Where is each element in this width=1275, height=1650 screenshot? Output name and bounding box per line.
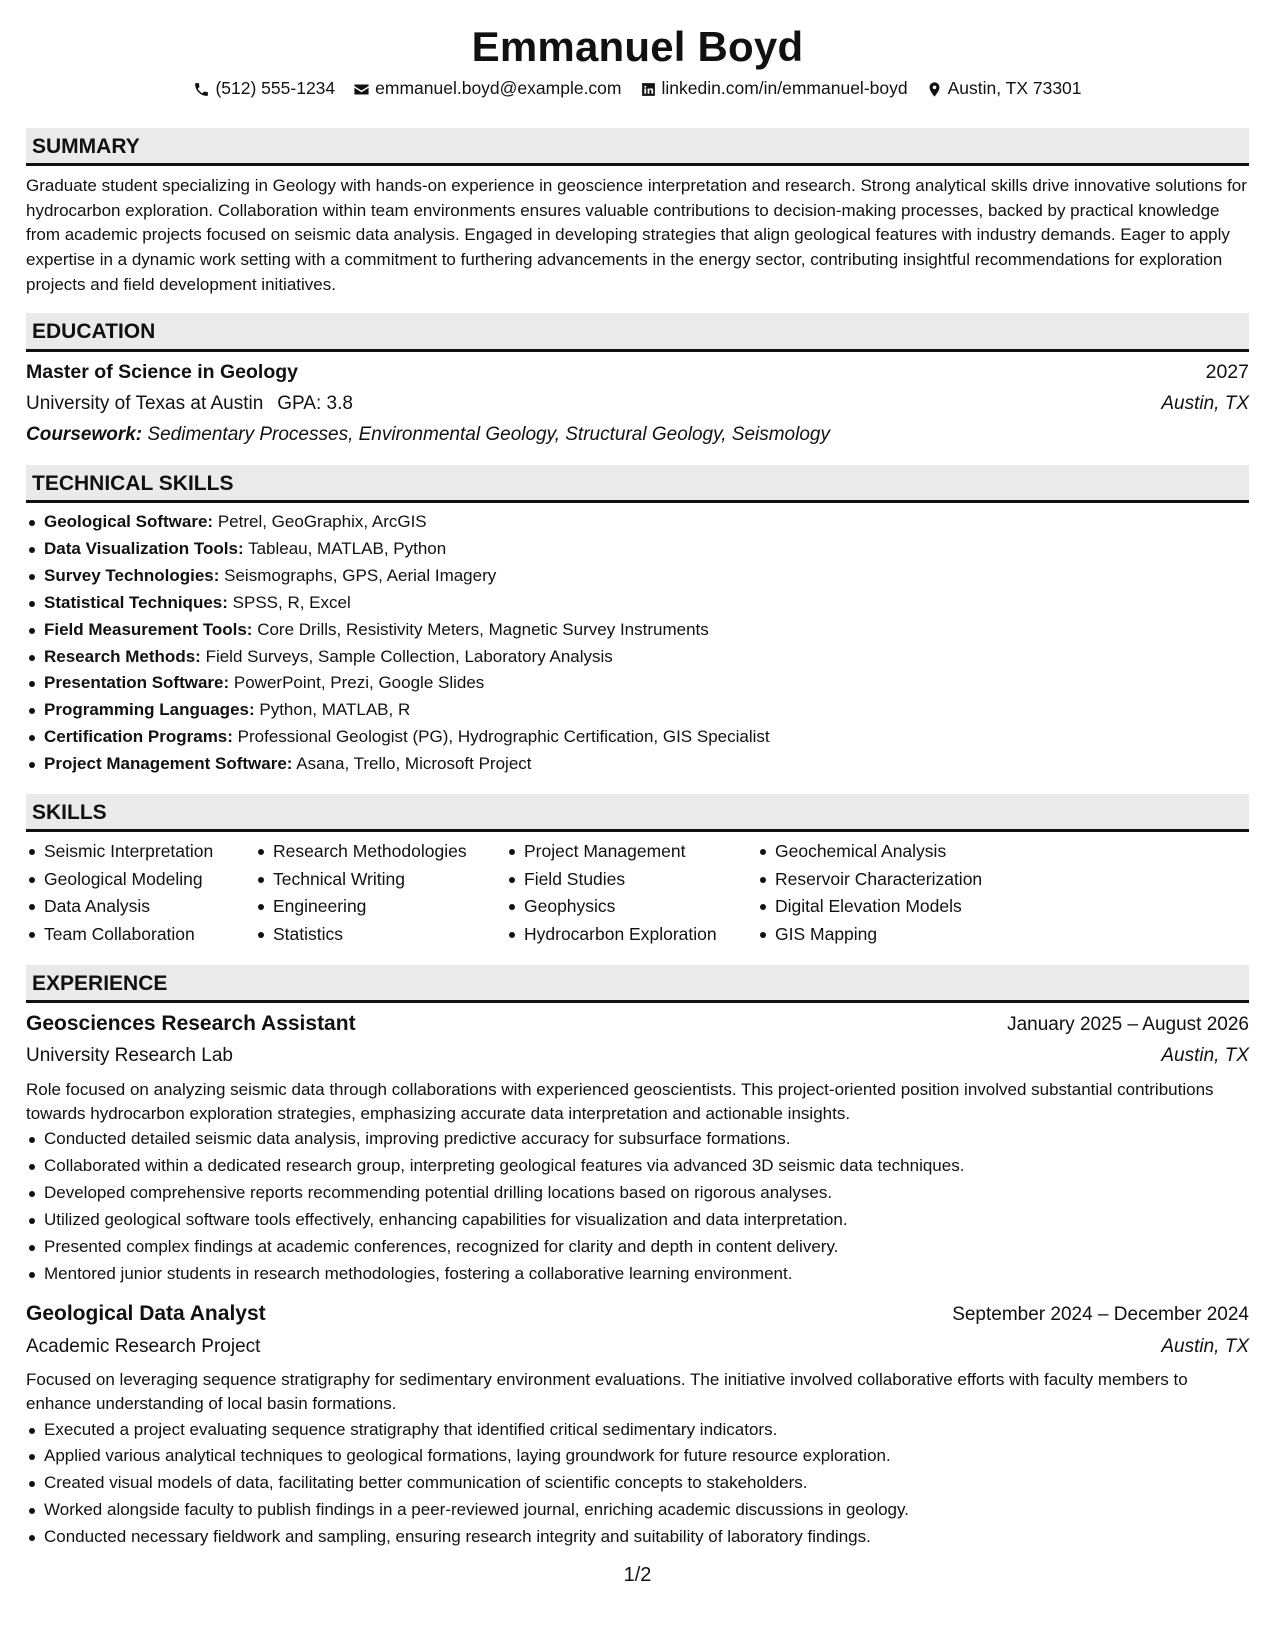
list-item: Mentored junior students in research methodologies, fostering a collaborative learning environment. — [26, 1261, 1249, 1288]
list-item: Geophysics — [506, 893, 757, 921]
job-title-row — [26, 1299, 1249, 1329]
list-item: Executed a project evaluating sequence stratigraphy that identified critical sedimentary indicators. — [26, 1417, 1249, 1444]
coursework-list: Sedimentary Processes, Environmental Geology, Structural Geology, Seismology — [147, 424, 830, 446]
summary-text: Graduate student specializing in Geology with hands-on experience in geoscience interpretation and research. Strong analytical skills drive innovative solutions for hydrocarbon exploration. Collaboration within team environments ensures valuable contributions to decision-making processes, backed by practical knowledge from academic projects focused on seismic data analysis. Engaged in developing strategies that align geological features with industry demands. Eager to apply expertise in a dynamic work setting with a commitment to furthering advancements in the energy sector, contributing insightful recommendations for exploration projects and field development initiatives. — [26, 176, 1247, 294]
list-item: Team Collaboration — [26, 921, 255, 949]
skill-values: Tableau, MATLAB, Python — [248, 539, 447, 559]
list-item — [26, 697, 1249, 724]
job-organization: Academic Research Project — [26, 1335, 261, 1357]
list-item: Field Studies — [506, 866, 757, 894]
contact-bar — [26, 76, 1249, 101]
job-org-row — [26, 1333, 1249, 1361]
skill-values: Python, MATLAB, R — [259, 700, 411, 720]
list-item — [26, 751, 1249, 778]
skills-column-2 — [255, 838, 506, 949]
skill-values: Petrel, GeoGraphix, ArcGIS — [217, 512, 427, 532]
list-item — [26, 617, 1249, 644]
list-item: Presented complex findings at academic conferences, recognized for clarity and depth in content delivery. — [26, 1234, 1249, 1261]
list-item — [26, 509, 1249, 536]
list-item — [26, 536, 1249, 563]
list-item: Applied various analytical techniques to geological formations, laying groundwork for future resource exploration. — [26, 1443, 1249, 1470]
technical-skills-list — [26, 509, 1249, 778]
phone-text: (512) 555-1234 — [215, 78, 336, 99]
list-item: Reservoir Characterization — [757, 866, 1017, 894]
contact-phone — [193, 76, 335, 101]
skill-values: Field Surveys, Sample Collection, Laboratory Analysis — [205, 646, 613, 666]
skill-values: PowerPoint, Prezi, Google Slides — [233, 673, 485, 693]
experience-heading: EXPERIENCE — [26, 965, 1249, 1003]
list-item: Hydrocarbon Exploration — [506, 921, 757, 949]
list-item: Geochemical Analysis — [757, 838, 1017, 866]
skill-values: Professional Geologist (PG), Hydrographic Certification, GIS Specialist — [237, 727, 770, 747]
list-item: Engineering — [255, 893, 506, 921]
list-item: Research Methodologies — [255, 838, 506, 866]
list-item: Digital Elevation Models — [757, 893, 1017, 921]
map-marker-icon — [926, 81, 943, 98]
skills-column-3 — [506, 838, 757, 949]
skill-values: Core Drills, Resistivity Meters, Magnetic Survey Instruments — [257, 619, 709, 639]
list-item: Utilized geological software tools effectively, enhancing capabilities for visualization and data interpretation. — [26, 1207, 1249, 1234]
technical-skills-heading: TECHNICAL SKILLS — [26, 465, 1249, 503]
linkedin-link[interactable]: linkedin.com/in/emmanuel-boyd — [661, 78, 908, 99]
list-item: Technical Writing — [255, 866, 506, 894]
location-text: Austin, TX 73301 — [947, 78, 1082, 99]
job-dates: January 2025 – August 2026 — [1007, 1013, 1249, 1035]
linkedin-icon — [640, 81, 657, 98]
skill-category: Geological Software: — [44, 512, 214, 532]
gpa-text: GPA: 3.8 — [277, 392, 353, 414]
envelope-icon — [353, 81, 370, 98]
contact-email[interactable] — [353, 76, 621, 101]
email-link[interactable]: emmanuel.boyd@example.com — [375, 78, 622, 99]
skills-column-4 — [757, 838, 1017, 949]
list-item: Created visual models of data, facilitating better communication of scientific concepts to stakeholders. — [26, 1470, 1249, 1497]
job-organization: University Research Lab — [26, 1045, 233, 1067]
list-item: Conducted necessary fieldwork and sampling, ensuring research integrity and suitability of laboratory findings. — [26, 1524, 1249, 1551]
list-item — [26, 590, 1249, 617]
job-title-row — [26, 1009, 1249, 1039]
summary-heading: SUMMARY — [26, 128, 1249, 166]
job-org-row — [26, 1042, 1249, 1070]
skill-category: Presentation Software: — [44, 673, 230, 693]
contact-location — [926, 76, 1082, 101]
job-bullets — [26, 1417, 1249, 1551]
education-degree-row — [26, 358, 1249, 386]
skills-column-1 — [26, 838, 255, 949]
skill-category: Project Management Software: — [44, 753, 293, 773]
skill-category: Data Visualization Tools: — [44, 539, 244, 559]
list-item — [26, 563, 1249, 590]
graduation-year: 2027 — [1205, 360, 1249, 383]
list-item — [26, 724, 1249, 751]
school-location: Austin, TX — [1161, 392, 1249, 414]
skill-values: SPSS, R, Excel — [232, 592, 351, 612]
job-location: Austin, TX — [1161, 1335, 1249, 1357]
candidate-name: Emmanuel Boyd — [471, 23, 804, 70]
list-item: Geological Modeling — [26, 866, 255, 894]
technical-skills-section — [26, 509, 1249, 778]
list-item: Worked alongside faculty to publish findings in a peer-reviewed journal, enriching academic discussions in geology. — [26, 1497, 1249, 1524]
job-dates: September 2024 – December 2024 — [952, 1304, 1249, 1326]
skill-values: Asana, Trello, Microsoft Project — [296, 753, 532, 773]
coursework-label: Coursework: — [26, 424, 143, 446]
skill-category: Programming Languages: — [44, 700, 255, 720]
list-item: GIS Mapping — [757, 921, 1017, 949]
degree-title: Master of Science in Geology — [26, 360, 298, 383]
skill-category: Certification Programs: — [44, 727, 233, 747]
skill-values: Seismographs, GPS, Aerial Imagery — [224, 565, 497, 585]
job-bullets — [26, 1126, 1249, 1287]
school-info — [26, 390, 353, 418]
skill-category: Statistical Techniques: — [44, 592, 228, 612]
list-item — [26, 644, 1249, 671]
job-title: Geosciences Research Assistant — [26, 1011, 356, 1035]
skill-category: Research Methods: — [44, 646, 201, 666]
page-number: 1/2 — [623, 1564, 652, 1586]
job-entry — [26, 1009, 1249, 1287]
list-item: Seismic Interpretation — [26, 838, 255, 866]
list-item: Project Management — [506, 838, 757, 866]
job-entry — [26, 1299, 1249, 1551]
coursework-line — [26, 421, 1249, 449]
job-description: Role focused on analyzing seismic data through collaborations with experienced geoscientists. This project-oriented position involved substantial contributions towards hydrocarbon exploration strategies, emphasizing accurate data interpretation and actionable insights. — [26, 1079, 1214, 1124]
skill-category: Field Measurement Tools: — [44, 619, 253, 639]
skills-grid — [26, 838, 1249, 949]
job-location: Austin, TX — [1161, 1045, 1249, 1067]
contact-linkedin[interactable] — [640, 76, 908, 101]
education-heading: EDUCATION — [26, 313, 1249, 351]
list-item: Collaborated within a dedicated research group, interpreting geological features via advanced 3D seismic data techniques. — [26, 1153, 1249, 1180]
education-school-row — [26, 390, 1249, 418]
phone-icon — [193, 81, 210, 98]
job-description: Focused on leveraging sequence stratigraphy for sedimentary environment evaluations. The initiative involved collaborative efforts with faculty members to enhance understanding of local basin formations. — [26, 1370, 1188, 1414]
education-section — [26, 358, 1249, 449]
list-item: Data Analysis — [26, 893, 255, 921]
list-item — [26, 670, 1249, 697]
list-item: Conducted detailed seismic data analysis, improving predictive accuracy for subsurface formations. — [26, 1126, 1249, 1153]
summary-section — [26, 174, 1249, 297]
school-name: University of Texas at Austin — [26, 392, 264, 414]
list-item: Statistics — [255, 921, 506, 949]
list-item: Developed comprehensive reports recommending potential drilling locations based on rigorous analyses. — [26, 1180, 1249, 1207]
job-title: Geological Data Analyst — [26, 1302, 266, 1326]
skills-heading: SKILLS — [26, 794, 1249, 832]
skill-category: Survey Technologies: — [44, 565, 220, 585]
